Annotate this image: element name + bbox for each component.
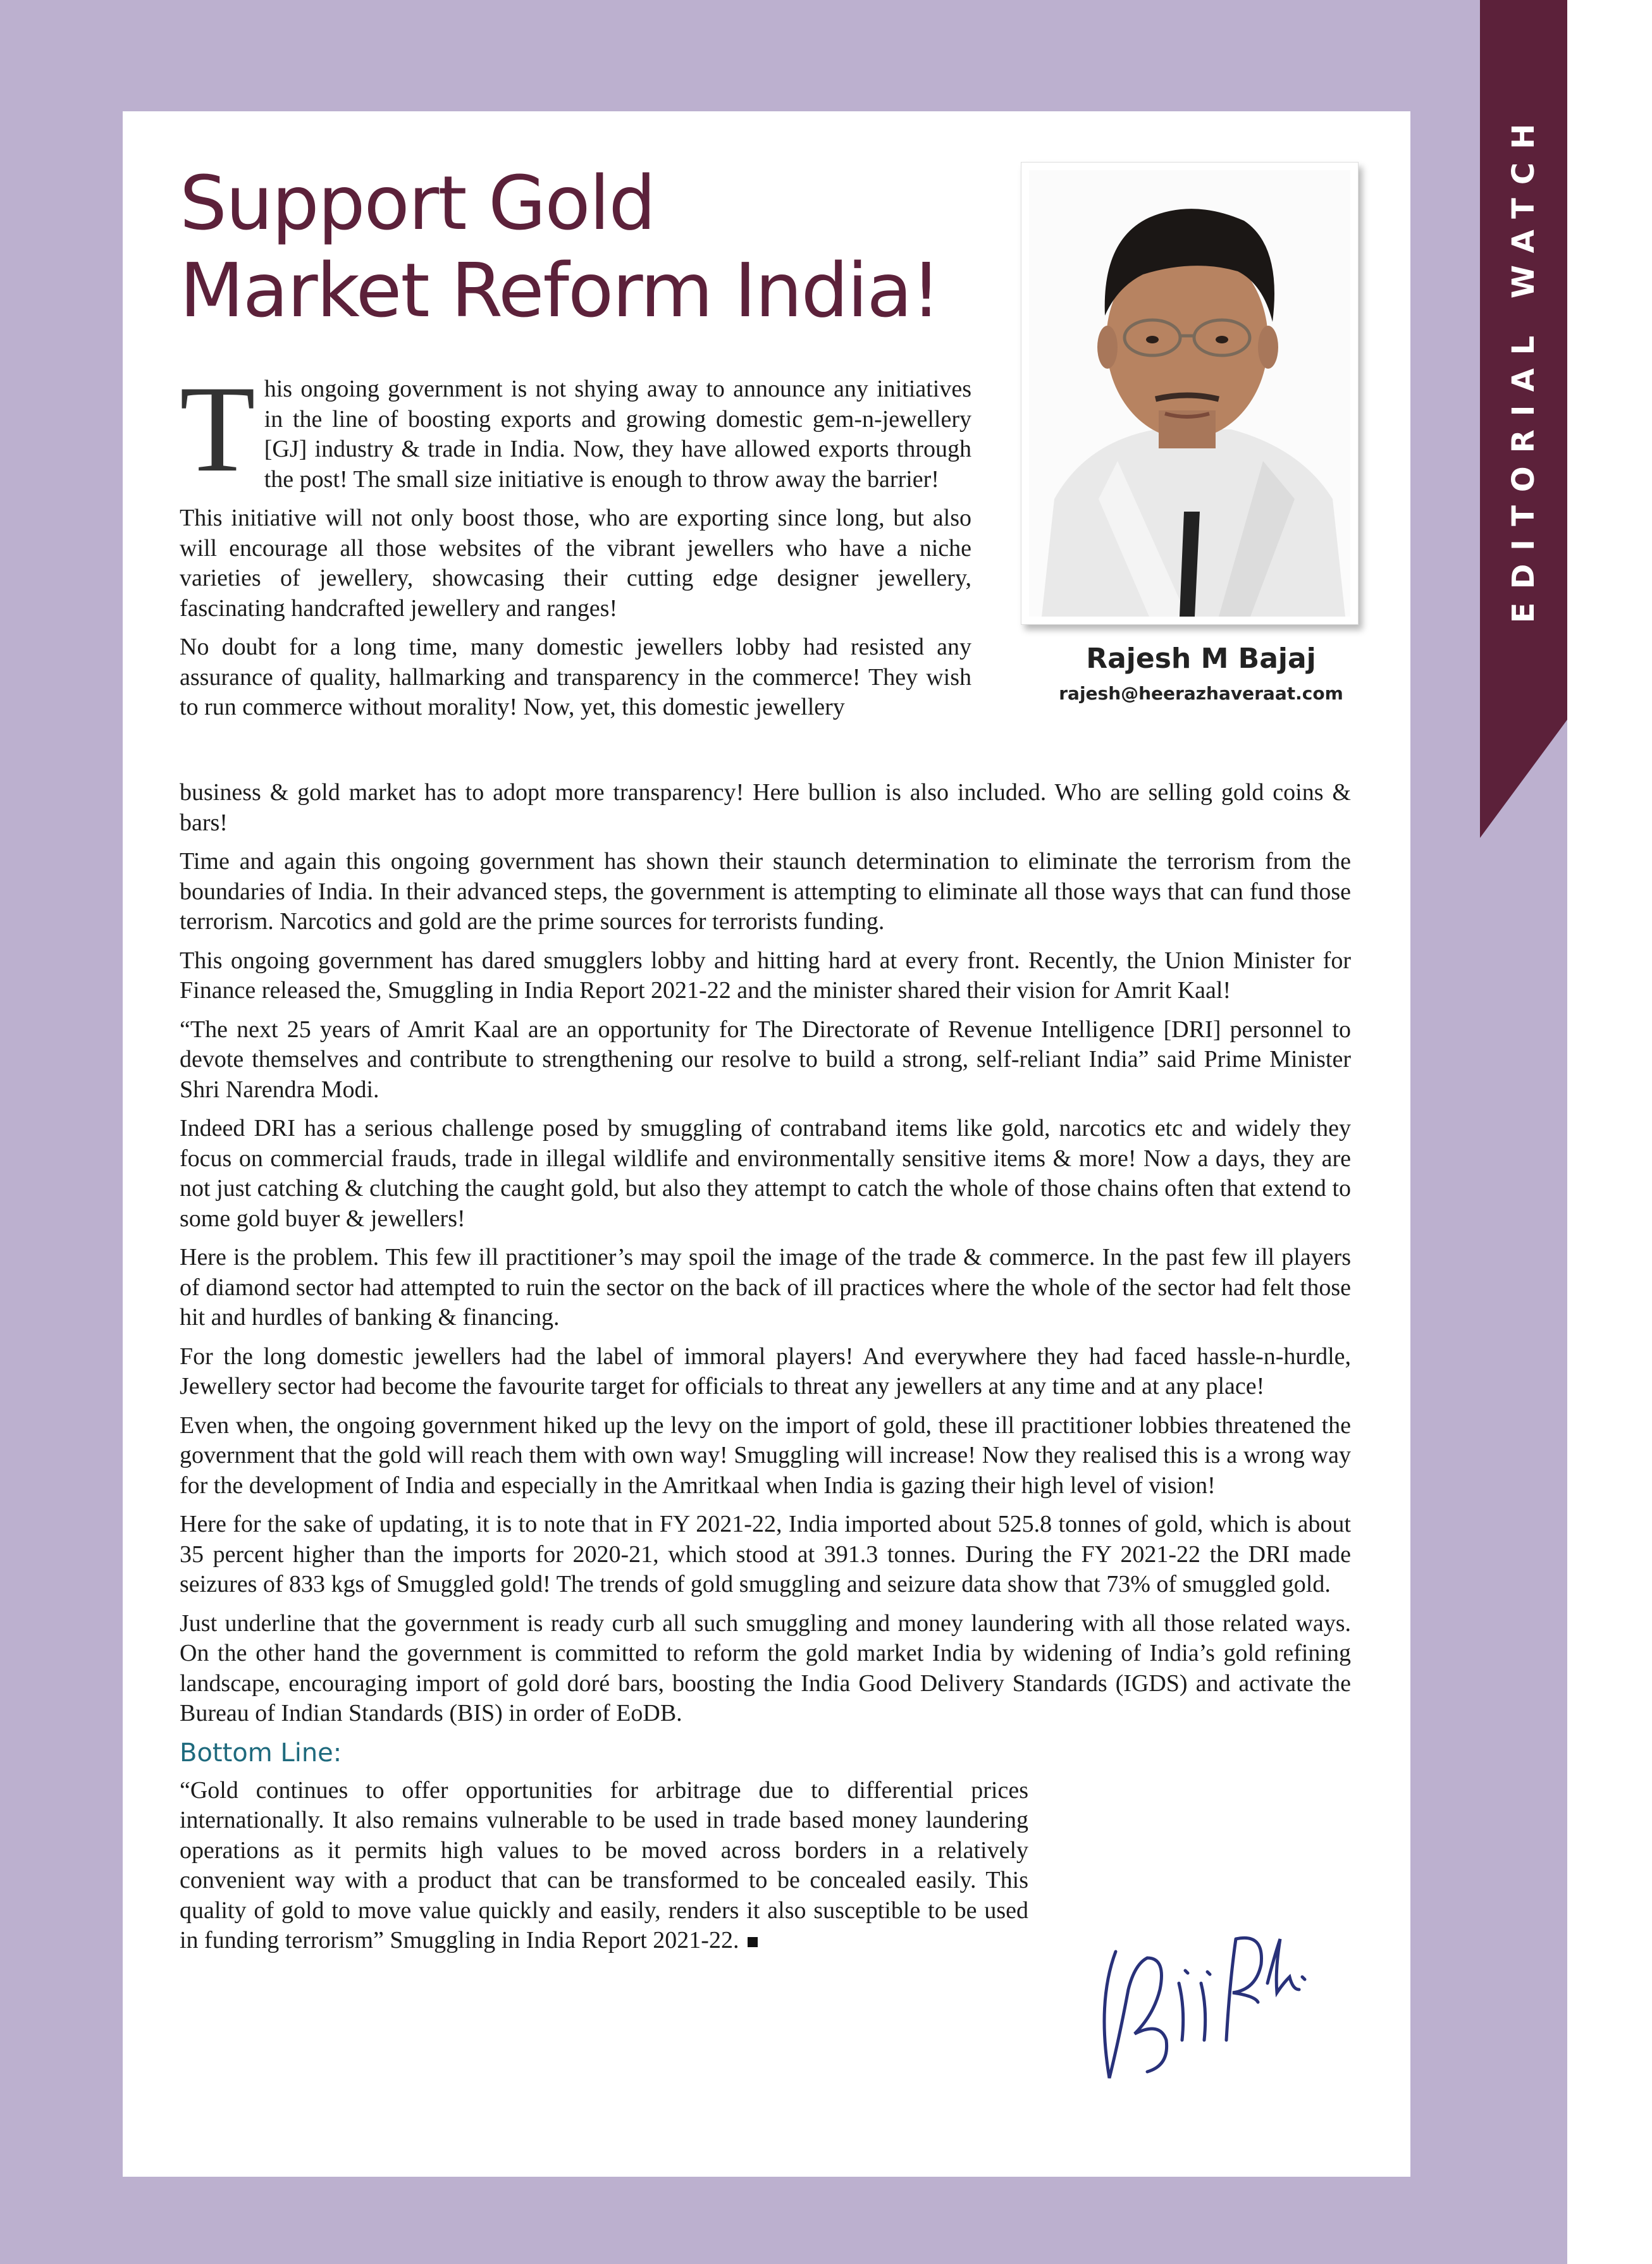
title-line-1: Support Gold — [180, 159, 655, 247]
paragraph-5: This ongoing government has dared smugglers lobby and hitting hard at every front. Recently, the Union Minister for Finance released the, Smuggling in India Report 2021-22 and the minister shared their vision for Amrit Kaal! — [180, 947, 1351, 1004]
paragraph-8: Here is the problem. This few ill practitioner’s may spoil the image of the trade & commerce. In the past few ill players of diamond sector had attempted to ruin the sector on the back of ill practices where the whole of the sector had felt those hit and hurdles of banking & financing. — [180, 1244, 1351, 1331]
paragraph-6: “The next 25 years of Amrit Kaal are an opportunity for The Directorate of Revenue Intelligence [DRI] personnel to devote themselves and contribute to strengthening our resolve to build a strong, self-reliant India” said Prime Minister Shri Narendra Modi. — [180, 1016, 1351, 1103]
right-edge-strip — [1567, 0, 1652, 2264]
article-title — [180, 159, 940, 334]
article-page — [123, 111, 1410, 2177]
intro-text: his ongoing government is not shying away to announce any initiatives in the line of boosting exports and growing domestic gem-n-jewellery [GJ] industry & trade in India. Now, they have allowed exports through the post! The small size initiative is enough to throw away the barrier! — [264, 376, 971, 493]
paragraph-9: For the long domestic jewellers had the label of immoral players! And everywhere they had faced hassle-n-hurdle, Jewellery sector had become the favourite target for officials to threat any jewellers at any time and at any place! — [180, 1343, 1351, 1400]
paragraph-3-start: No doubt for a long time, many domestic jewellers lobby had resisted any assurance of quality, hallmarking and transparency in the commerce! They wish to run commerce without morality! Now, yet, this domestic jewellery — [180, 634, 971, 720]
article-top-column — [180, 360, 971, 732]
bottom-quote-text: “Gold continues to offer opportunities for arbitrage due to differential prices internationally. It also remains vulnerable to be used in trade based money laundering operations as it permits high values to be moved across borders in a relatively convenient way with a product that can be transformed to be concealed easily. This quality of gold to move value quickly and easily, renders it also susceptible to be used in funding terrorism” Smuggling in India Report 2021-22. — [180, 1776, 1028, 1953]
author-name: Rajesh M Bajaj — [1086, 643, 1316, 675]
bottom-line-heading: Bottom Line: — [180, 1738, 342, 1768]
bottom-line-quote — [180, 1776, 1028, 1956]
paragraph-12: Just underline that the government is ready curb all such smuggling and money laundering with all those related ways. On the other hand the government is committed to reform the gold market India by widening of India’s gold refining landscape, encouraging import of gold doré bars, boosting the India Good Delivery Standards (IGDS) and activate the Bureau of Indian Standards (BIS) in order of EoDB. — [180, 1609, 1351, 1726]
paragraph-2: This initiative will not only boost those, who are exporting since long, but also will encourage all those websites of the vibrant jewellers who have a niche varieties of jewellery, showcasing their cutting edge designer jewellery, fascinating handcrafted jewellery and ranges! — [180, 505, 971, 622]
paragraph-7: Indeed DRI has a serious challenge posed by smuggling of contraband items like gold, narcotics etc and widely they focus on commercial frauds, trade in illegal wildlife and environmentally sensitive items & more! Now a days, they are not just catching & clutching the caught gold, but also they attempt to catch the whole of those chains often that extend to some gold buyer & jewellers! — [180, 1115, 1351, 1232]
drop-cap: T — [180, 360, 256, 498]
article-main-column — [180, 778, 1351, 1965]
section-tab-label: EDITORIAL WATCH — [1506, 110, 1541, 624]
intro-paragraph — [180, 360, 971, 498]
paragraph-3-end: business & gold market has to adopt more transparency! Here bullion is also included. Who are selling gold coins & bars! — [180, 779, 1351, 836]
paragraph-4: Time and again this ongoing government has shown their staunch determination to eliminate the terrorism from the boundaries of India. In their advanced steps, the government is attempting to eliminate all those ways that can fund those terrorism. Narcotics and gold are the prime sources for terrorists funding. — [180, 848, 1351, 935]
signature-image — [1090, 1914, 1318, 2103]
paragraph-11: Here for the sake of updating, it is to note that in FY 2021-22, India imported about 525.8 tonnes of gold, which is about 35 percent higher than the imports for 2020-21, which stood at 391.3 tonnes. During the FY 2021-22 the DRI made seizures of 833 kgs of Smuggled gold! The trends of gold smuggling and seizure data show that 73% of smuggled gold. — [180, 1511, 1351, 1597]
author-email: rajesh@heerazhaveraat.com — [1059, 683, 1343, 704]
title-line-2: Market Reform India! — [180, 247, 940, 334]
author-photo — [1021, 162, 1359, 625]
author-portrait-image — [1029, 170, 1350, 617]
end-mark-icon — [748, 1937, 758, 1947]
paragraph-10: Even when, the ongoing government hiked up the levy on the import of gold, these ill practitioner lobbies threatened the government that the gold will reach them with own way! Smuggling will increase! Now they realised this is a wrong way for the development of India and especially in the Amritkaal when India is gazing their high level of vision! — [180, 1412, 1351, 1499]
